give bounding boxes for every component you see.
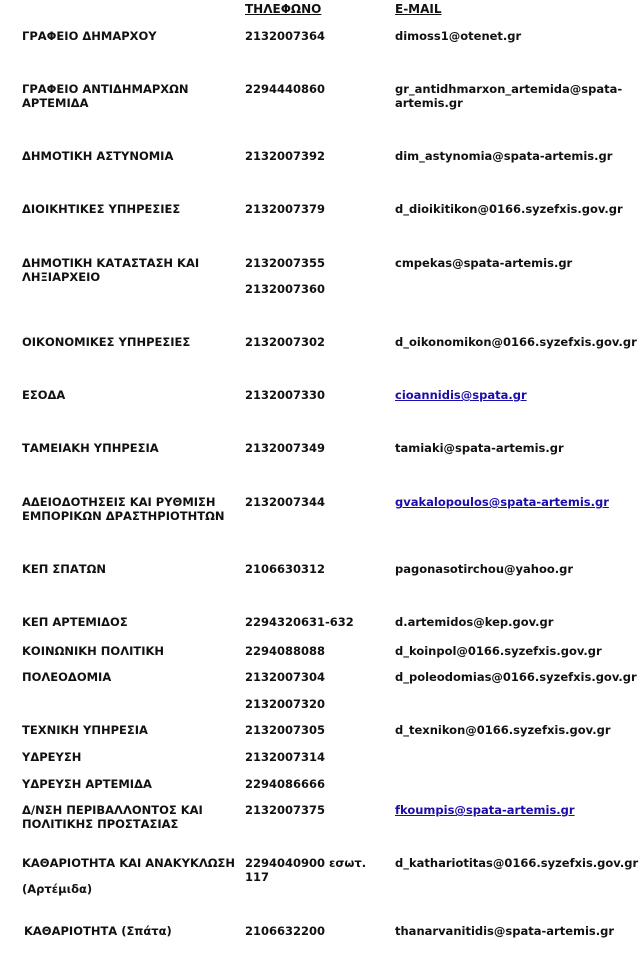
phone-number: 2132007305	[245, 723, 326, 737]
email-address[interactable]: d_koinpol@0166.syzefxis.gov.gr	[395, 644, 602, 658]
dept-name: ΟΙΚΟΝΟΜΙΚΕΣ ΥΠΗΡΕΣΙΕΣ	[22, 335, 191, 349]
dept-name: ΑΔΕΙΟΔΟΤΗΣΕΙΣ ΚΑΙ ΡΥΘΜΙΣΗ ΕΜΠΟΡΙΚΩΝ ΔΡΑΣΤΗΡΙΟΤΗΤΩΝ	[22, 495, 225, 523]
phone-number-secondary: 2132007320	[245, 697, 326, 711]
email-address[interactable]: d_kathariotitas@0166.syzefxis.gov.gr	[395, 856, 639, 870]
phone-number: 2132007302	[245, 335, 326, 349]
dept-name: ΠΟΛΕΟΔΟΜΙΑ	[22, 670, 112, 684]
email-address[interactable]: tamiaki@spata-artemis.gr	[395, 441, 564, 455]
dept-name: ΔΗΜΟΤΙΚΗ ΑΣΤΥΝΟΜΙΑ	[22, 149, 174, 163]
phone-number: 2132007344	[245, 495, 326, 509]
dept-name: ΤΕΧΝΙΚΗ ΥΠΗΡΕΣΙΑ	[22, 723, 148, 737]
email-address[interactable]: gr_antidhmarxon_artemida@spata-artemis.gr	[395, 82, 623, 110]
phone-number: 2294440860	[245, 82, 326, 96]
phone-number: 2132007304	[245, 670, 326, 684]
dept-name: ΥΔΡΕΥΣΗ ΑΡΤΕΜΙΔΑ	[22, 777, 152, 791]
phone-number: 2132007314	[245, 750, 326, 764]
phone-number: 2294320631-632	[245, 615, 354, 629]
header-email: E-MAIL	[395, 2, 442, 16]
phone-number: 2294040900 εσωτ. 117	[245, 856, 367, 884]
dept-name: ΚΟΙΝΩΝΙΚΗ ΠΟΛΙΤΙΚΗ	[22, 644, 165, 658]
dept-name: Δ/ΝΣΗ ΠΕΡΙΒΑΛΛΟΝΤΟΣ ΚΑΙ ΠΟΛΙΤΙΚΗΣ ΠΡΟΣΤΑΣΙΑΣ	[22, 803, 203, 831]
phone-number: 2132007349	[245, 441, 326, 455]
email-address[interactable]: dim_astynomia@spata-artemis.gr	[395, 149, 613, 163]
email-link[interactable]: gvakalopoulos@spata-artemis.gr	[395, 495, 609, 509]
header-phone: ΤΗΛΕΦΩΝΟ	[245, 2, 322, 16]
phone-number: 2132007375	[245, 803, 326, 817]
dept-note: (Αρτέμιδα)	[22, 882, 93, 896]
dept-name: ΓΡΑΦΕΙΟ ΑΝΤΙΔΗΜΑΡΧΩΝ ΑΡΤΕΜΙΔΑ	[22, 82, 189, 110]
phone-number: 2294088088	[245, 644, 326, 658]
dept-name: ΔΙΟΙΚΗΤΙΚΕΣ ΥΠΗΡΕΣΙΕΣ	[22, 202, 181, 216]
email-address[interactable]: dimoss1@otenet.gr	[395, 29, 522, 43]
dept-name: ΔΗΜΟΤΙΚΗ ΚΑΤΑΣΤΑΣΗ ΚΑΙ ΛΗΞΙΑΡΧΕΙΟ	[22, 256, 200, 284]
phone-number: 2132007355	[245, 256, 326, 270]
dept-name: ΥΔΡΕΥΣΗ	[22, 750, 82, 764]
email-address[interactable]: d.artemidos@kep.gov.gr	[395, 615, 554, 629]
email-address[interactable]: d_dioikitikon@0166.syzefxis.gov.gr	[395, 202, 623, 216]
email-address[interactable]: cmpekas@spata-artemis.gr	[395, 256, 573, 270]
dept-name: ΤΑΜΕΙΑΚΗ ΥΠΗΡΕΣΙΑ	[22, 441, 159, 455]
phone-number: 2132007392	[245, 149, 326, 163]
phone-number: 2132007364	[245, 29, 326, 43]
dept-name: ΕΣΟΔΑ	[22, 388, 66, 402]
phone-number: 2294086666	[245, 777, 326, 791]
dept-name: ΚΑΘΑΡΙΟΤΗΤΑ ΚΑΙ ΑΝΑΚΥΚΛΩΣΗ	[22, 856, 236, 870]
dept-name: ΚΕΠ ΑΡΤΕΜΙΔΟΣ	[22, 615, 128, 629]
email-address[interactable]: d_texnikon@0166.syzefxis.gov.gr	[395, 723, 611, 737]
email-link[interactable]: fkoumpis@spata-artemis.gr	[395, 803, 575, 817]
email-link[interactable]: cioannidis@spata.gr	[395, 388, 527, 402]
email-address[interactable]: d_poleodomias@0166.syzefxis.gov.gr	[395, 670, 637, 684]
phone-number: 2132007330	[245, 388, 326, 402]
email-address[interactable]: thanarvanitidis@spata-artemis.gr	[395, 924, 615, 938]
dept-name: ΓΡΑΦΕΙΟ ΔΗΜΑΡΧΟΥ	[22, 29, 157, 43]
phone-number-secondary: 2132007360	[245, 282, 326, 296]
email-address[interactable]: pagonasotirchou@yahoo.gr	[395, 562, 574, 576]
phone-number: 2106630312	[245, 562, 326, 576]
phone-number: 2132007379	[245, 202, 326, 216]
dept-name: ΚΑΘΑΡΙΟΤΗΤΑ (Σπάτα)	[24, 924, 172, 938]
email-address[interactable]: d_oikonomikon@0166.syzefxis.gov.gr	[395, 335, 637, 349]
phone-number: 2106632200	[245, 924, 326, 938]
dept-name: ΚΕΠ ΣΠΑΤΩΝ	[22, 562, 107, 576]
